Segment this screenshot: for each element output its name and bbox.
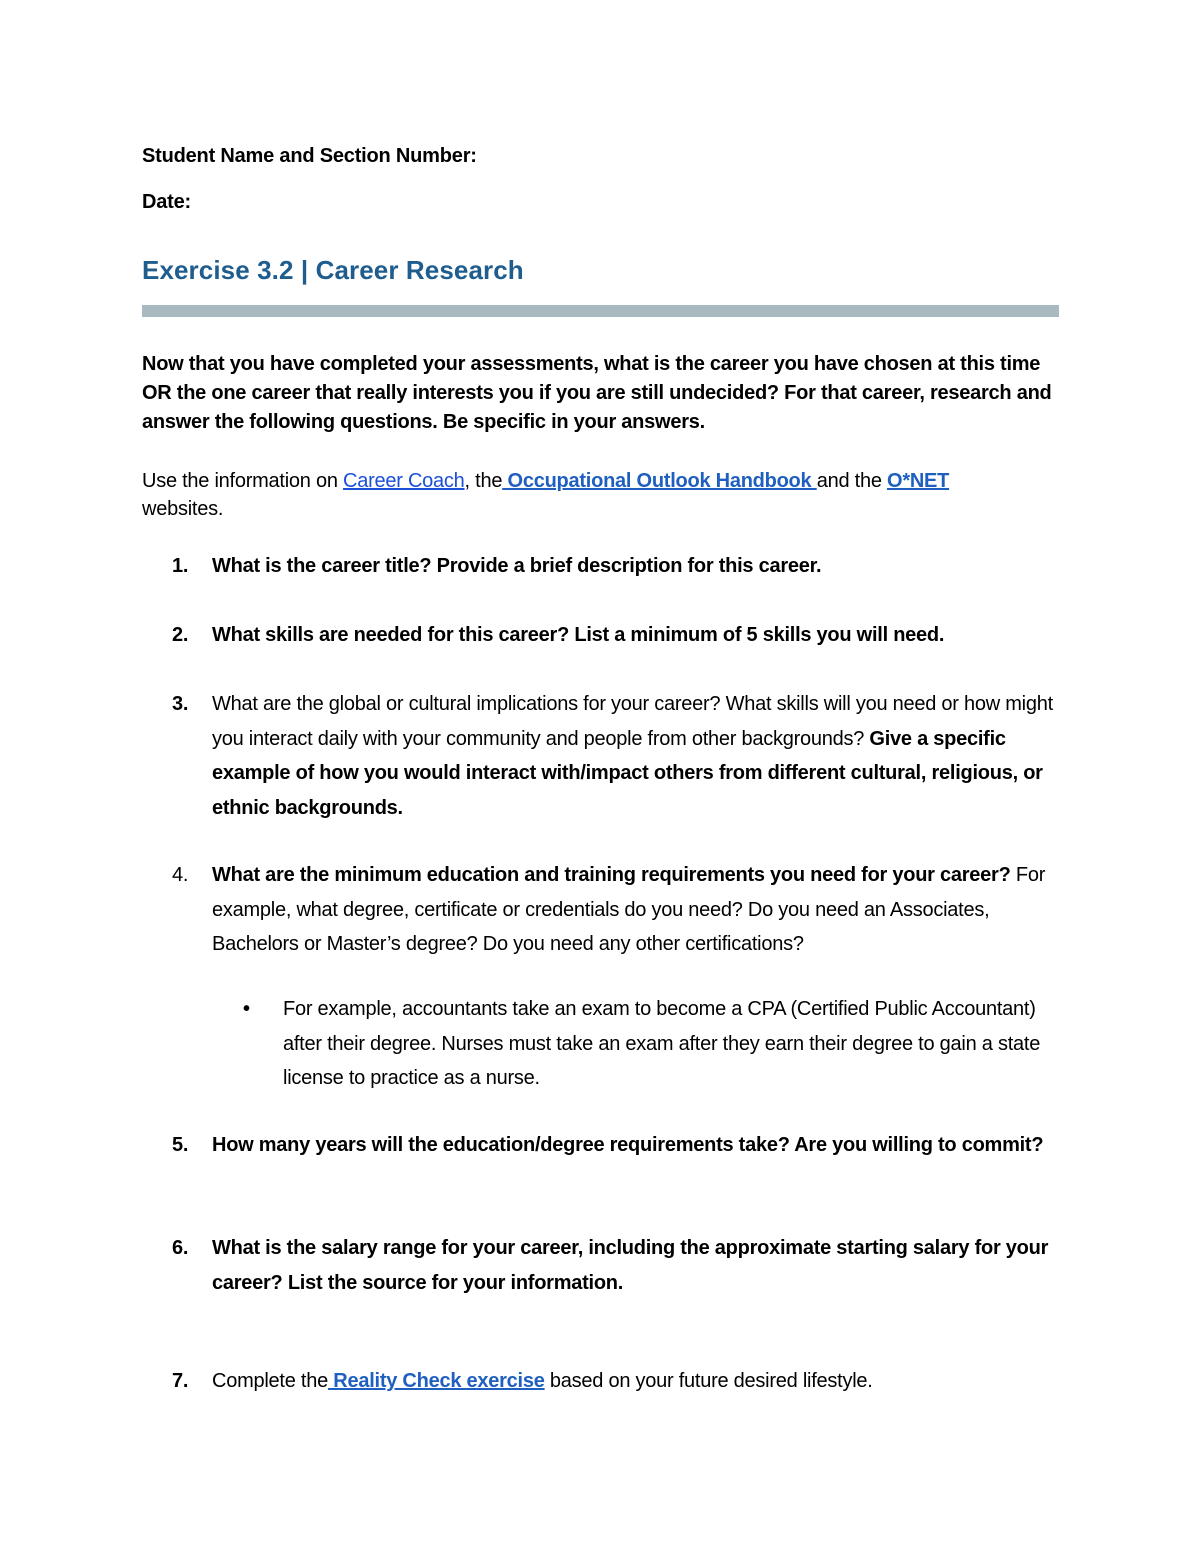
reality-check-link[interactable]: Reality Check exercise	[327, 1370, 545, 1392]
date-label: Date:	[142, 191, 192, 213]
question-7-after: based on your future desired lifestyle.	[544, 1370, 873, 1392]
question-5-number: 5.	[172, 1134, 189, 1156]
question-4-plain: For example, what degree, certificate or credentials do you need? Do you need an Associates, Bachelors or Master’s degree? Do you need any other certifications?	[212, 864, 1046, 955]
question-3-plain: What are the global or cultural implications for your career? What skills will you need or how might you interact daily with your community and people from other backgrounds?	[212, 693, 1053, 750]
question-1	[172, 549, 1072, 584]
question-6-number: 6.	[172, 1237, 189, 1259]
question-3	[172, 687, 1072, 825]
resources-suffix: websites.	[142, 498, 224, 520]
question-7	[172, 1364, 1072, 1399]
student-name-label: Student Name and Section Number:	[142, 145, 477, 167]
question-3-text	[212, 687, 1072, 825]
question-7-before: Complete the	[212, 1370, 328, 1392]
question-7-text	[212, 1364, 1072, 1399]
page-title: Exercise 3.2 | Career Research	[142, 255, 524, 285]
resources-paragraph	[142, 467, 1072, 523]
question-6-text: What is the salary range for your career, including the approximate starting salary for your career? List the source for your information.	[212, 1237, 1049, 1294]
title-rule	[142, 305, 1059, 317]
question-2-text: What skills are needed for this career? List a minimum of 5 skills you will need.	[212, 624, 945, 646]
question-1-number: 1.	[172, 555, 189, 577]
question-3-number: 3.	[172, 693, 189, 715]
question-5	[172, 1128, 1072, 1163]
bullet-icon: •	[243, 998, 250, 1020]
resources-prefix: Use the information on	[142, 470, 344, 492]
resources-mid-1: , the	[464, 470, 503, 492]
question-4-bold: What are the minimum education and training requirements you need for your career?	[212, 864, 1011, 886]
occupational-outlook-handbook-link[interactable]: Occupational Outlook Handbook	[502, 470, 817, 492]
question-4-example-bullet	[243, 992, 1073, 1096]
question-3-bold: Give a specific example of how you would interact with/impact others from different cultural, religious, or ethnic backgrounds.	[212, 727, 1043, 819]
question-4-text	[212, 858, 1072, 962]
question-5-text: How many years will the education/degree requirements take? Are you willing to commit?	[212, 1134, 1044, 1156]
career-coach-link[interactable]: Career Coach	[343, 470, 465, 492]
onet-link[interactable]: O*NET	[887, 470, 950, 492]
question-2-number: 2.	[172, 624, 189, 646]
question-4-number: 4.	[172, 864, 189, 886]
question-1-text: What is the career title? Provide a brief description for this career.	[212, 555, 822, 577]
question-7-number: 7.	[172, 1370, 189, 1392]
intro-paragraph: Now that you have completed your assessments, what is the career you have chosen at this time OR the one career that really interests you if you are still undecided? For that career, research and answer the following questions. Be specific in your answers.	[142, 353, 1052, 433]
bullet-text: For example, accountants take an exam to become a CPA (Certified Public Accountant) after their degree. Nurses must take an exam after they earn their degree to gain a state license to practice as a nurse.	[283, 998, 1041, 1089]
question-6	[172, 1231, 1072, 1300]
question-4	[172, 858, 1072, 962]
resources-mid-2: and the	[816, 470, 888, 492]
question-2	[172, 618, 1072, 653]
